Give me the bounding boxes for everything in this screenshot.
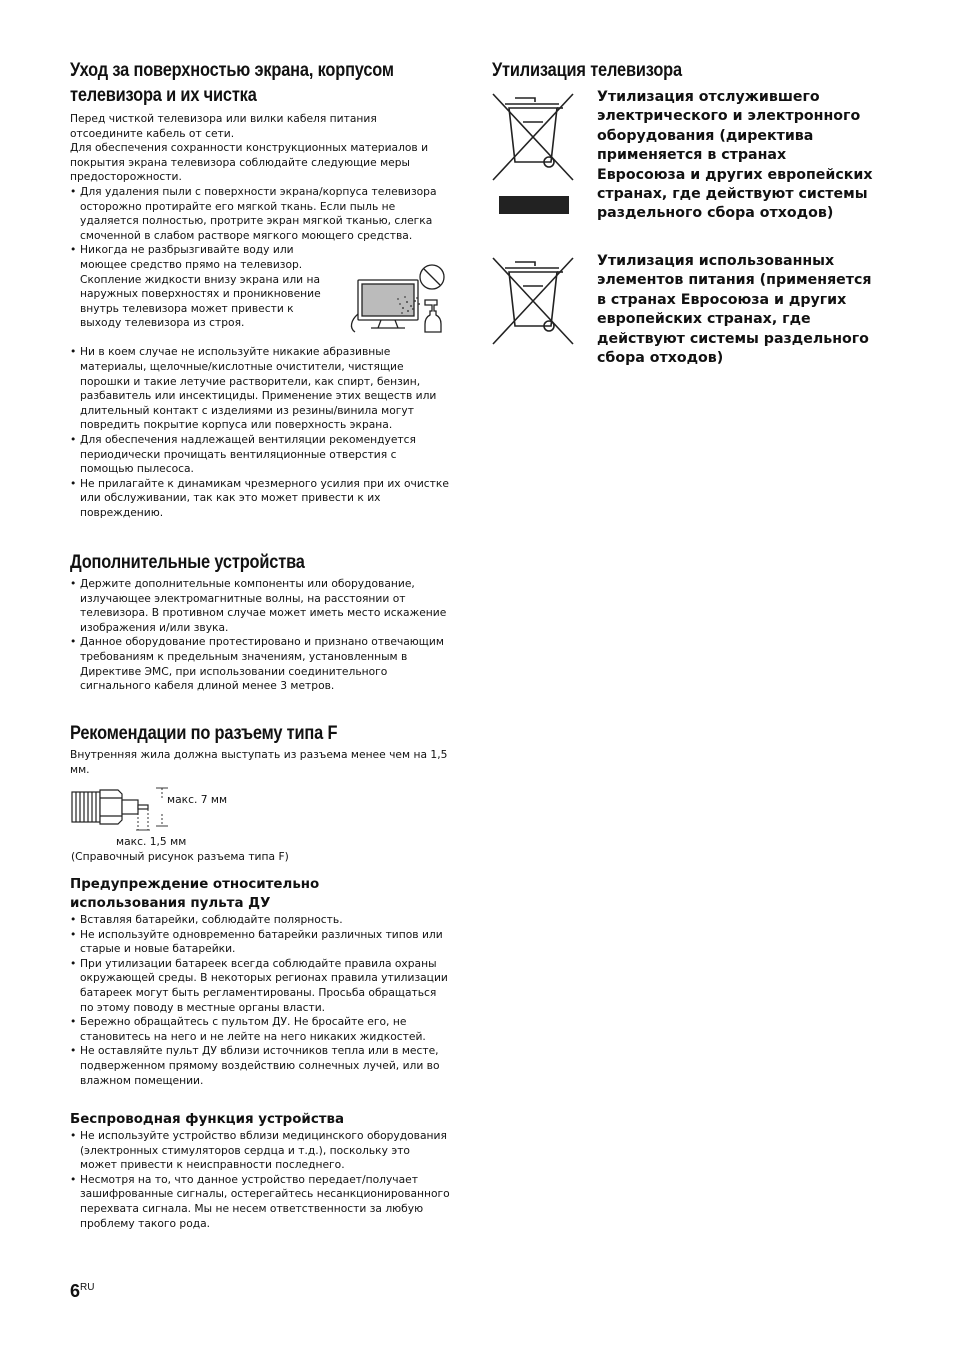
care-list	[70, 185, 450, 521]
care-intro-2: Для обеспечения сохранности конструкционных материалов и покрытия экрана телевизора соблюдайте следующие меры предосторожности.	[70, 141, 429, 184]
tv-spray-prohibited-icon	[345, 262, 449, 334]
f-connector-diagram	[70, 786, 170, 836]
extra-list	[70, 577, 450, 694]
remote-title-line1: Предупреждение относительно	[70, 877, 320, 892]
care-title-line2: телевизора и их чистка	[70, 84, 257, 106]
care-item-spray-text: • Никогда не разбрызгивайте воду или моющее средство прямо на телевизор. Скопление жидкости внизу экрана или на наружных поверхностях и проникновение внутрь телевизора может привести к выходу телевизора из строя.	[80, 243, 321, 330]
extra-title: Дополнительные устройства	[70, 551, 305, 573]
fconn-section	[70, 721, 450, 777]
fconn-label-max15: макс. 1,5 мм	[116, 835, 187, 848]
weee-bin-icon	[491, 92, 577, 216]
fconn-label-max7: макс. 7 мм	[167, 793, 228, 806]
wireless-list	[70, 1129, 450, 1231]
remote-item-mixing: • Не используйте одновременно батарейки различных типов или старые и новые батарейки.	[70, 928, 450, 957]
page-number-lang: RU	[80, 1282, 95, 1293]
weee-text: Утилизация отслужившего электрического и электронного оборудования (директива применяется в странах Евросоюза и других европейских странах, где действуют системы раздельного сбора отходов)	[597, 89, 873, 222]
remote-title-line2: использования пульта ДУ	[70, 896, 271, 911]
remote-item-polarity: • Вставляя батарейки, соблюдайте полярность.	[70, 913, 450, 928]
remote-list	[70, 913, 450, 1088]
care-item-speakers: • Не прилагайте к динамикам чрезмерного усилия при их очистке или обслуживании, так как это может привести к их повреждению.	[70, 477, 450, 521]
battery-bin-icon	[491, 256, 577, 346]
battery-text: Утилизация использованных элементов питания (применяется в странах Евросоюза и других европейских странах, где действуют системы раздельного сбора отходов)	[597, 253, 872, 367]
fconn-title: Рекомендации по разъему типа F	[70, 722, 338, 744]
extra-item-em: • Держите дополнительные компоненты или оборудование, излучающее электромагнитные волны, на расстоянии от телевизора. В противном случае может иметь место искажение изображения и/или звука.	[70, 577, 450, 635]
wireless-section	[70, 1110, 450, 1231]
care-item-dust: • Для удаления пыли с поверхности экрана/корпуса телевизора осторожно протирайте его мягкой ткань. Если пыль не удаляется полностью, протрите экран мягкой тканью, слегка смоченной в слабом растворе мягкого моющего средства.	[70, 185, 450, 243]
care-item-abrasive: • Ни в коем случае не используйте никакие абразивные материалы, щелочные/кислотные очистители, чистящие порошки и такие летучие растворители, как спирт, бензин, разбавитель или инсектициды. Применение этих веществ или длительный контакт с изделиями из резины/винила могут повредить покрытие корпуса или поверхность экрана.	[70, 345, 450, 433]
page-number-digit: 6	[70, 1281, 81, 1301]
fconn-caption: (Справочный рисунок разъема типа F)	[71, 850, 289, 863]
remote-item-handling: • Бережно обращайтесь с пультом ДУ. Не бросайте его, не становитесь на него и не лейте на него никаких жидкостей.	[70, 1015, 450, 1044]
remote-section	[70, 875, 450, 1088]
extra-section	[70, 550, 450, 694]
extra-item-emc: • Данное оборудование протестировано и признано отвечающим требованиям к предельным значениям, установленным в Директиве ЭМС, при использовании соединительного сигнального кабеля длиной менее 3 метров.	[70, 635, 450, 693]
wireless-item-interception: • Несмотря на то, что данное устройство передает/получает зашифрованные сигналы, остерегайтесь несанкционированного перехвата сигнала. Мы не несем ответственности за любую проблему такого рода.	[70, 1173, 450, 1231]
wireless-title: Беспроводная функция устройства	[70, 1112, 345, 1127]
care-intro-1: Перед чисткой телевизора или вилки кабеля питания отсоедините кабель от сети.	[70, 112, 377, 140]
page-number	[70, 1281, 94, 1302]
care-item-ventilation: • Для обеспечения надлежащей вентиляции рекомендуется периодически прочищать вентиляционные отверстия с помощью пылесоса.	[70, 433, 450, 477]
disposal-title: Утилизация телевизора	[492, 59, 682, 81]
remote-item-heat: • Не оставляйте пульт ДУ вблизи источников тепла или в месте, подверженном прямому воздействию солнечных лучей, или во влажном помещении.	[70, 1044, 450, 1088]
fconn-text: Внутренняя жила должна выступать из разъема менее чем на 1,5 мм.	[70, 748, 448, 776]
wireless-item-medical: • Не используйте устройство вблизи медицинского оборудования (электронных стимуляторов сердца и т.д.), поскольку это может привести к неисправности последнего.	[70, 1129, 450, 1173]
care-title-line1: Уход за поверхностью экрана, корпусом	[70, 59, 394, 81]
remote-item-disposal: • При утилизации батареек всегда соблюдайте правила охраны окружающей среды. В некоторых регионах правила утилизации батареек могут быть регламентированы. Просьба обращаться по этому поводу в местные органы власти.	[70, 957, 450, 1015]
